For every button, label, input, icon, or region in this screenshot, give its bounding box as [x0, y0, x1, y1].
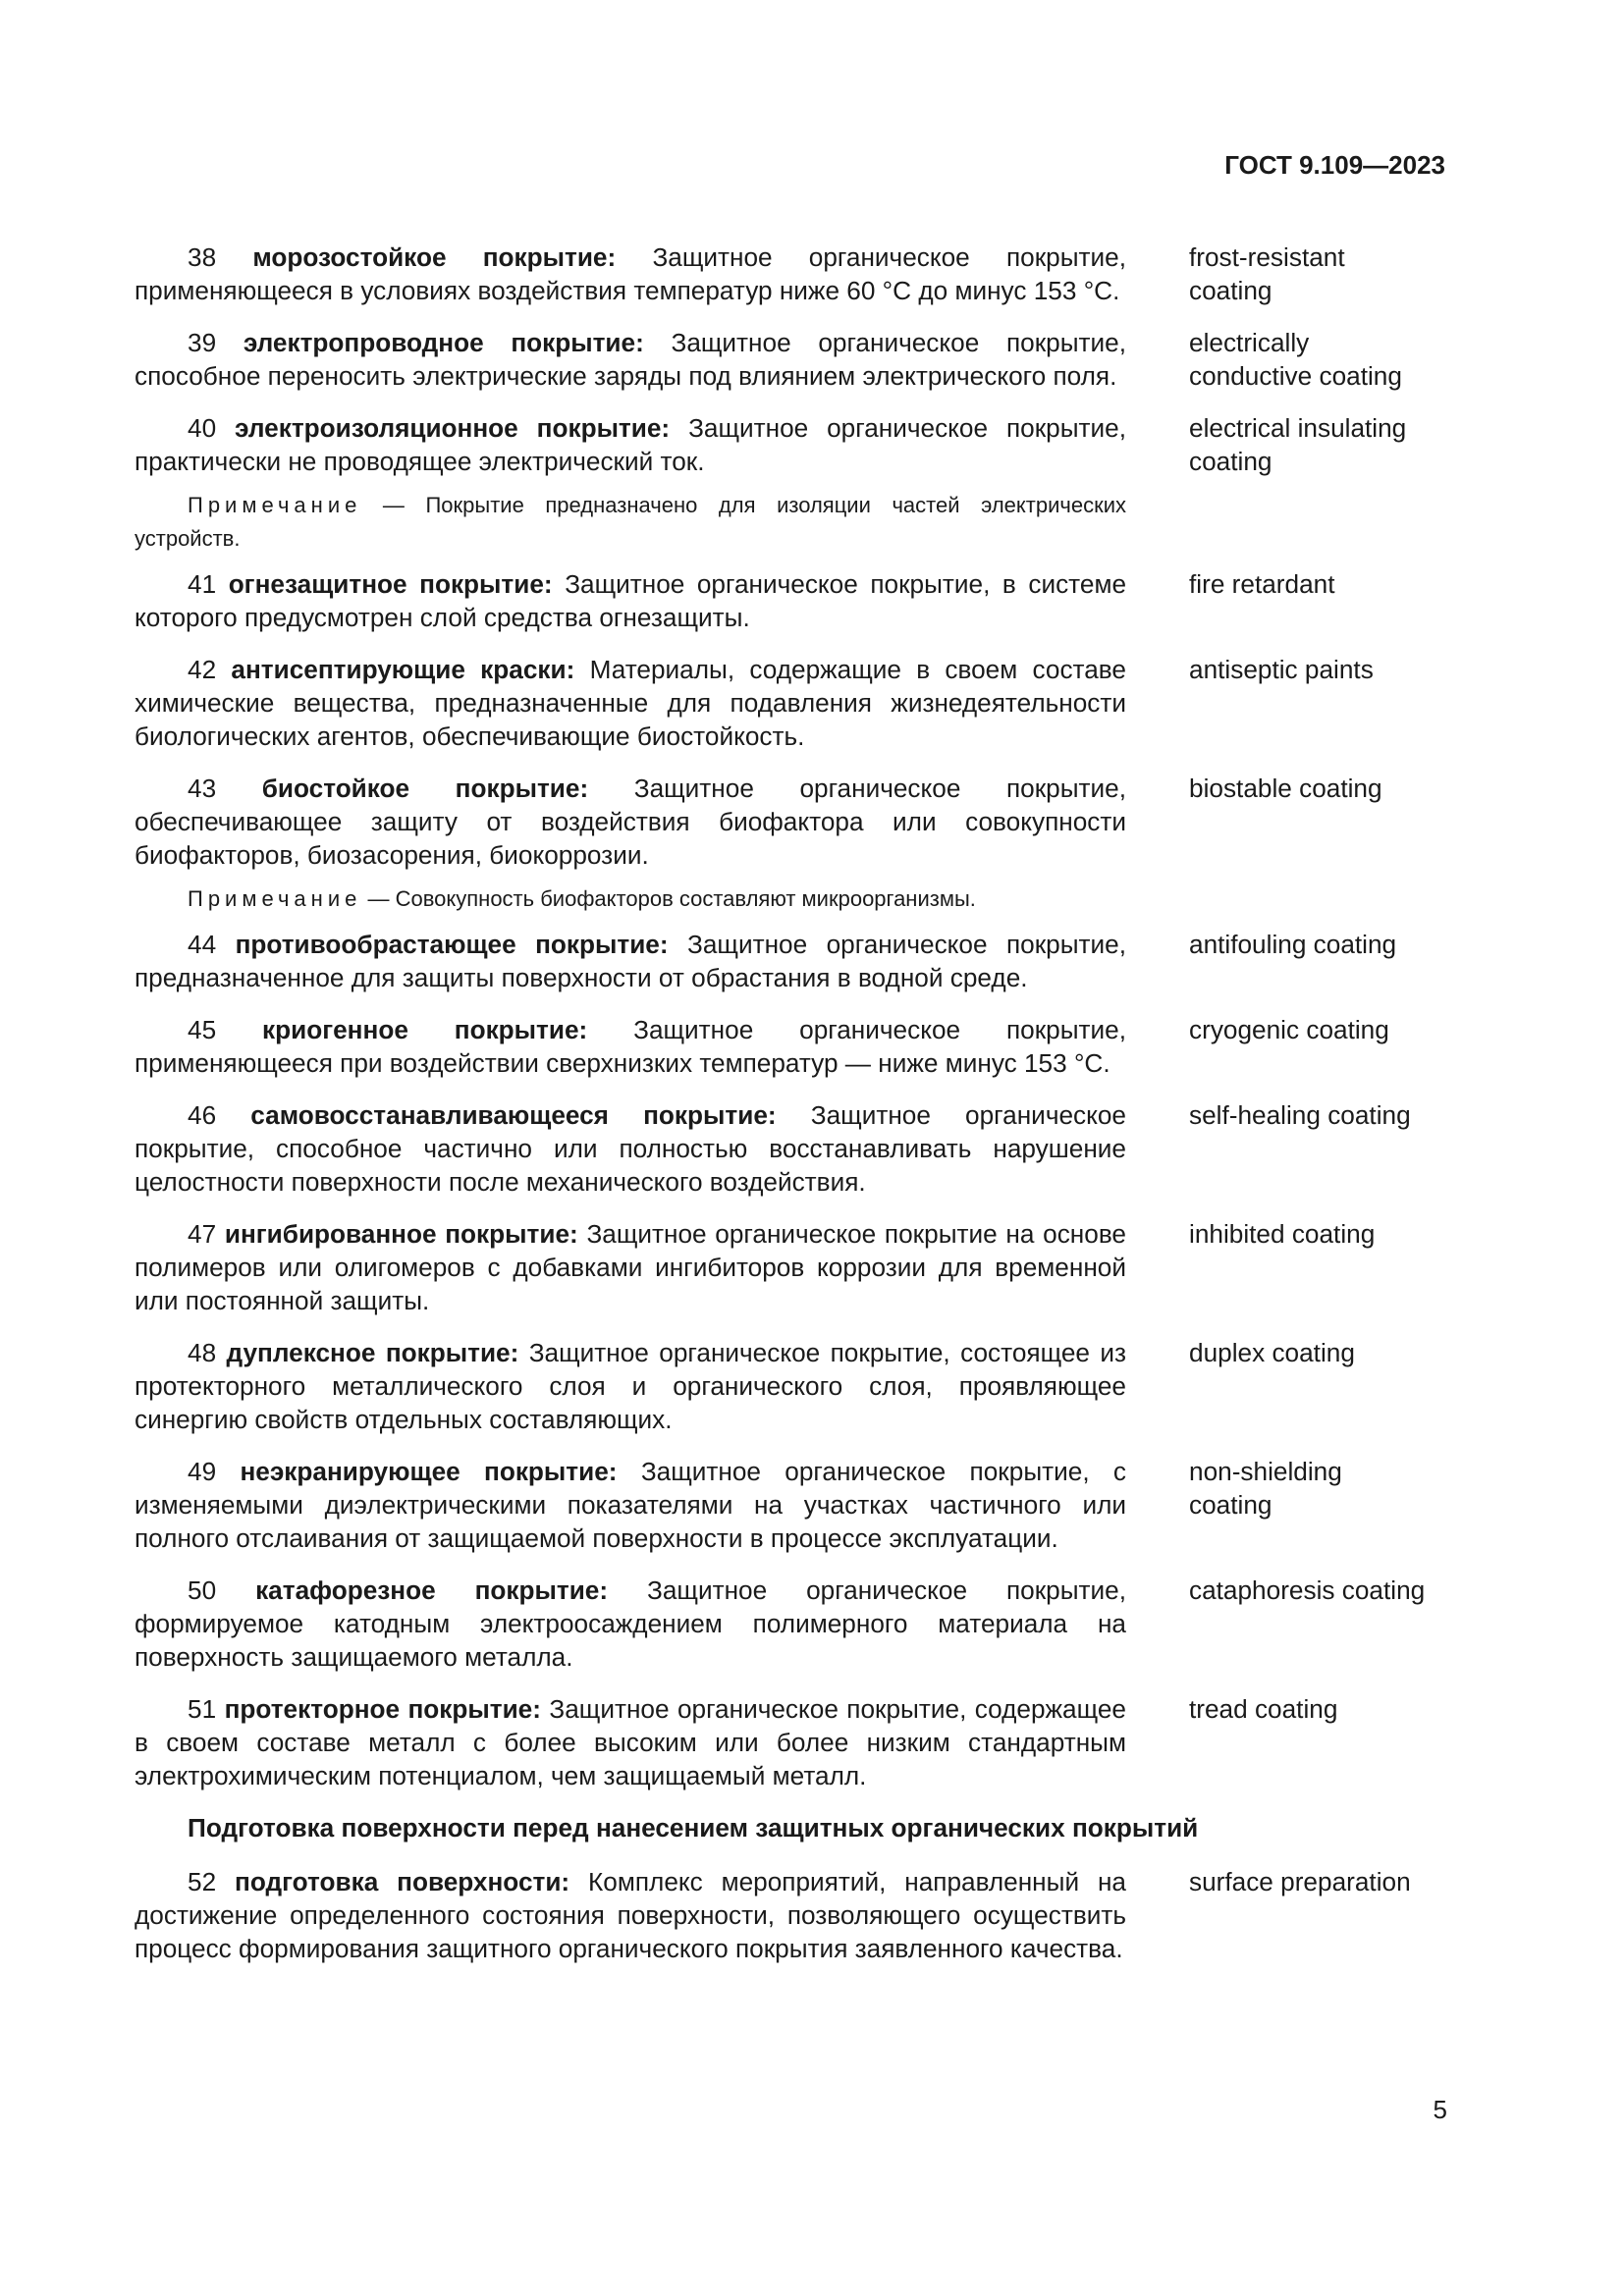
term-definition: 52 подготовка поверхности: Комплекс мероприятий, направленный на достижение определенного состояния поверхности, позволяющего осуществить процесс формирования защитного органического покрытия заявленного качества.: [135, 1867, 1126, 1963]
term-entry-51: [135, 1692, 1431, 1792]
term-english: inhibited coating: [1189, 1219, 1376, 1249]
term-definition: 43 биостойкое покрытие: Защитное органическое покрытие, обеспечивающее защиту от воздействия биофактора или совокупности биофакторов, биозасорения, биокоррозии.: [135, 774, 1127, 870]
term-english: cataphoresis coating: [1189, 1575, 1426, 1605]
term-name: катафорезное покрытие:: [255, 1575, 609, 1605]
term-definition: 44 противообрастающее покрытие: Защитное органическое покрытие, предназначенное для защиты поверхности от обрастания в водной среде.: [135, 930, 1127, 992]
terms-content: [135, 240, 1431, 1984]
term-english: duplex coating: [1189, 1338, 1355, 1367]
term-name: морозостойкое покрытие:: [252, 242, 617, 272]
term-definition: 39 электропроводное покрытие: Защитное органическое покрытие, способное переносить электрические заряды под влиянием электрического поля.: [135, 328, 1126, 391]
term-definition: 48 дуплексное покрытие: Защитное органическое покрытие, состоящее из протекторного металлического слоя и органического слоя, проявляющее синергию свойств отдельных составляющих.: [135, 1338, 1126, 1434]
term-entry-48: [135, 1336, 1431, 1436]
document-code-header: ГОСТ 9.109—2023: [1224, 150, 1445, 180]
term-name: подготовка поверхности:: [235, 1867, 570, 1896]
term-name: самовосстанавливающееся покрытие:: [250, 1100, 777, 1130]
term-definition: 47 ингибированное покрытие: Защитное органическое покрытие на основе полимеров или олигомеров с добавками ингибиторов коррозии для временной или постоянной защиты.: [135, 1219, 1127, 1315]
term-name: электроизоляционное покрытие:: [235, 413, 671, 443]
term-name: дуплексное покрытие:: [226, 1338, 519, 1367]
term-definition: 40 электроизоляционное покрытие: Защитное органическое покрытие, практически не проводящее электрический ток.: [135, 413, 1127, 476]
term-entry-39: [135, 326, 1431, 393]
term-english: biostable coating: [1189, 774, 1382, 803]
note-40: Примечание — Покрытие предназначено для изоляции частей электрических устройств.: [135, 493, 1126, 551]
section-heading: Подготовка поверхности перед нанесением защитных органических покрытий: [188, 1813, 1199, 1842]
term-entry-49: [135, 1455, 1431, 1555]
term-english: fire retardant: [1189, 569, 1335, 599]
term-definition: 50 катафорезное покрытие: Защитное органическое покрытие, формируемое катодным электроосаждением полимерного материала на поверхность защищаемого металла.: [135, 1575, 1126, 1672]
term-entry-38: [135, 240, 1431, 307]
term-name: противообрастающее покрытие:: [235, 930, 669, 959]
term-definition: 46 самовосстанавливающееся покрытие: Защитное органическое покрытие, способное частично или полностью восстанавливать нарушение целостности поверхности после механического воздействия.: [135, 1100, 1126, 1197]
term-name: антисептирующие краски:: [231, 655, 575, 684]
term-definition: 51 протекторное покрытие: Защитное органическое покрытие, содержащее в своем составе металл с более высоким или более низким стандартным электрохимическим потенциалом, чем защищаемый металл.: [135, 1694, 1126, 1790]
term-name: ингибированное покрытие:: [224, 1219, 578, 1249]
term-english: antiseptic paints: [1189, 655, 1374, 684]
term-entry-44: [135, 928, 1431, 994]
term-english: electrical insulating coating: [1189, 413, 1407, 476]
term-name: криогенное покрытие:: [262, 1015, 588, 1044]
note-label: Примечание: [188, 493, 362, 517]
term-name: биостойкое покрытие:: [261, 774, 589, 803]
term-entry-45: [135, 1013, 1431, 1080]
term-entry-43: [135, 772, 1431, 872]
page-number: 5: [1433, 2095, 1447, 2124]
note-label: Примечание: [188, 886, 362, 911]
term-name: электропроводное покрытие:: [243, 328, 644, 357]
term-definition: 45 криогенное покрытие: Защитное органическое покрытие, применяющееся при воздействии сверхнизких температур — ниже минус 153 °С.: [135, 1015, 1126, 1078]
term-english: self-healing coating: [1189, 1100, 1411, 1130]
term-name: неэкранирующее покрытие:: [240, 1457, 618, 1486]
term-definition: 41 огнезащитное покрытие: Защитное органическое покрытие, в системе которого предусмотрен слой средства огнезащиты.: [135, 569, 1127, 632]
term-name: огнезащитное покрытие:: [228, 569, 553, 599]
term-definition: 42 антисептирующие краски: Материалы, содержащие в своем составе химические вещества, предназначенные для подавления жизнедеятельности биологических агентов, обеспечивающие биостойкость.: [135, 655, 1126, 751]
term-english: surface preparation: [1189, 1867, 1411, 1896]
term-entry-42: [135, 653, 1431, 753]
term-entry-47: [135, 1217, 1431, 1317]
term-english: frost-resistant coating: [1189, 242, 1345, 305]
term-english: cryogenic coating: [1189, 1015, 1389, 1044]
term-entry-50: [135, 1574, 1431, 1674]
note-43: Примечание — Совокупность биофакторов составляют микроорганизмы.: [188, 886, 976, 911]
term-english: tread coating: [1189, 1694, 1338, 1724]
term-name: протекторное покрытие:: [224, 1694, 541, 1724]
term-definition: 49 неэкранирующее покрытие: Защитное органическое покрытие, с изменяемыми диэлектрическими показателями на участках частичного или полного отслаивания от защищаемой поверхности в процессе эксплуатации.: [135, 1457, 1127, 1553]
term-entry-46: [135, 1098, 1431, 1199]
term-definition: 38 морозостойкое покрытие: Защитное органическое покрытие, применяющееся в условиях воздействия температур ниже 60 °С до минус 153 °С.: [135, 242, 1126, 305]
term-english: non-shielding coating: [1189, 1457, 1342, 1520]
term-english: electrically conductive coating: [1189, 328, 1402, 391]
term-entry-41: [135, 567, 1431, 634]
term-entry-40: [135, 411, 1431, 478]
term-entry-52: [135, 1865, 1431, 1965]
term-english: antifouling coating: [1189, 930, 1397, 959]
